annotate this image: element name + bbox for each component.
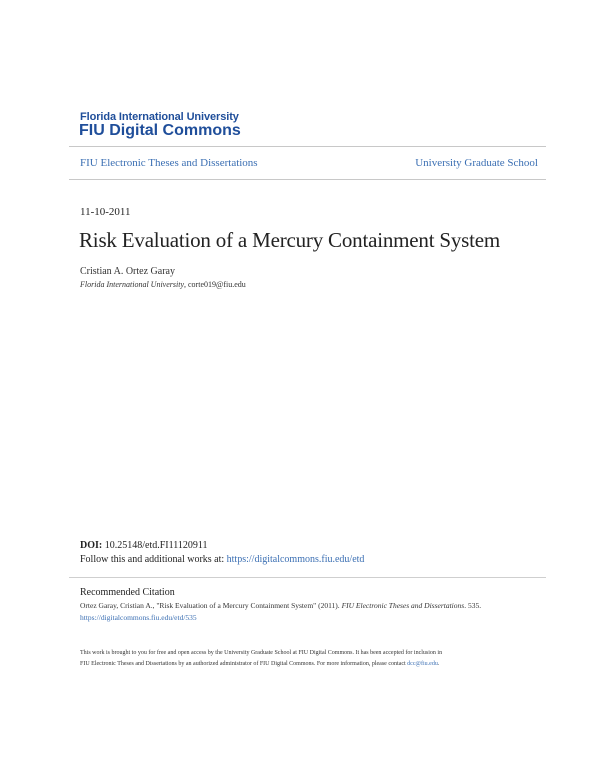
citation-link[interactable]: https://digitalcommons.fiu.edu/etd/535 [80, 613, 197, 622]
citation-post: . 535. [464, 601, 482, 610]
citation-text [80, 601, 481, 610]
follow-text: Follow this and additional works at: [80, 554, 225, 565]
affiliation-name: Florida International University [80, 280, 184, 289]
divider-header-bottom [69, 179, 546, 180]
follow-link[interactable]: https://digitalcommons.fiu.edu/etd [226, 554, 365, 565]
divider-citation [69, 577, 546, 578]
disclaimer-line-1: This work is brought to you for free and open access by the University Graduate School at FIU Digital Commons. It has been accepted for inclusion in [80, 650, 443, 656]
repository-name[interactable]: FIU Digital Commons [79, 122, 241, 139]
publication-date: 11-10-2011 [80, 206, 131, 218]
divider-top [69, 146, 546, 147]
document-title: Risk Evaluation of a Mercury Containment System [79, 228, 501, 252]
disclaimer-text: FIU Electronic Theses and Dissertations by an authorized administrator of FIU Digital Commons. For more information, please contact [80, 661, 406, 667]
citation-heading: Recommended Citation [80, 587, 175, 598]
follow-line [80, 554, 364, 565]
author-affiliation: Florida International University, corte019@fiu.edu [80, 280, 246, 289]
doi-line [80, 540, 208, 551]
university-name: Florida International University [80, 111, 239, 123]
doi-label: DOI: [80, 540, 103, 551]
disclaimer-end: . [437, 661, 440, 667]
doi-value: 10.25148/etd.FI11120911 [104, 540, 208, 551]
citation-pre: Ortez Garay, Cristian A., "Risk Evaluation of a Mercury Containment System" (2011). [80, 601, 340, 610]
disclaimer-line-2 [80, 661, 439, 667]
collection-link[interactable]: FIU Electronic Theses and Dissertations [80, 157, 258, 169]
author-name: Cristian A. Ortez Garay [80, 266, 175, 277]
citation-series: FIU Electronic Theses and Dissertations [341, 601, 465, 610]
contact-email-link[interactable]: dcc@fiu.edu [407, 661, 438, 667]
author-email: corte019@fiu.edu [188, 280, 246, 289]
school-link[interactable]: University Graduate School [415, 157, 538, 169]
